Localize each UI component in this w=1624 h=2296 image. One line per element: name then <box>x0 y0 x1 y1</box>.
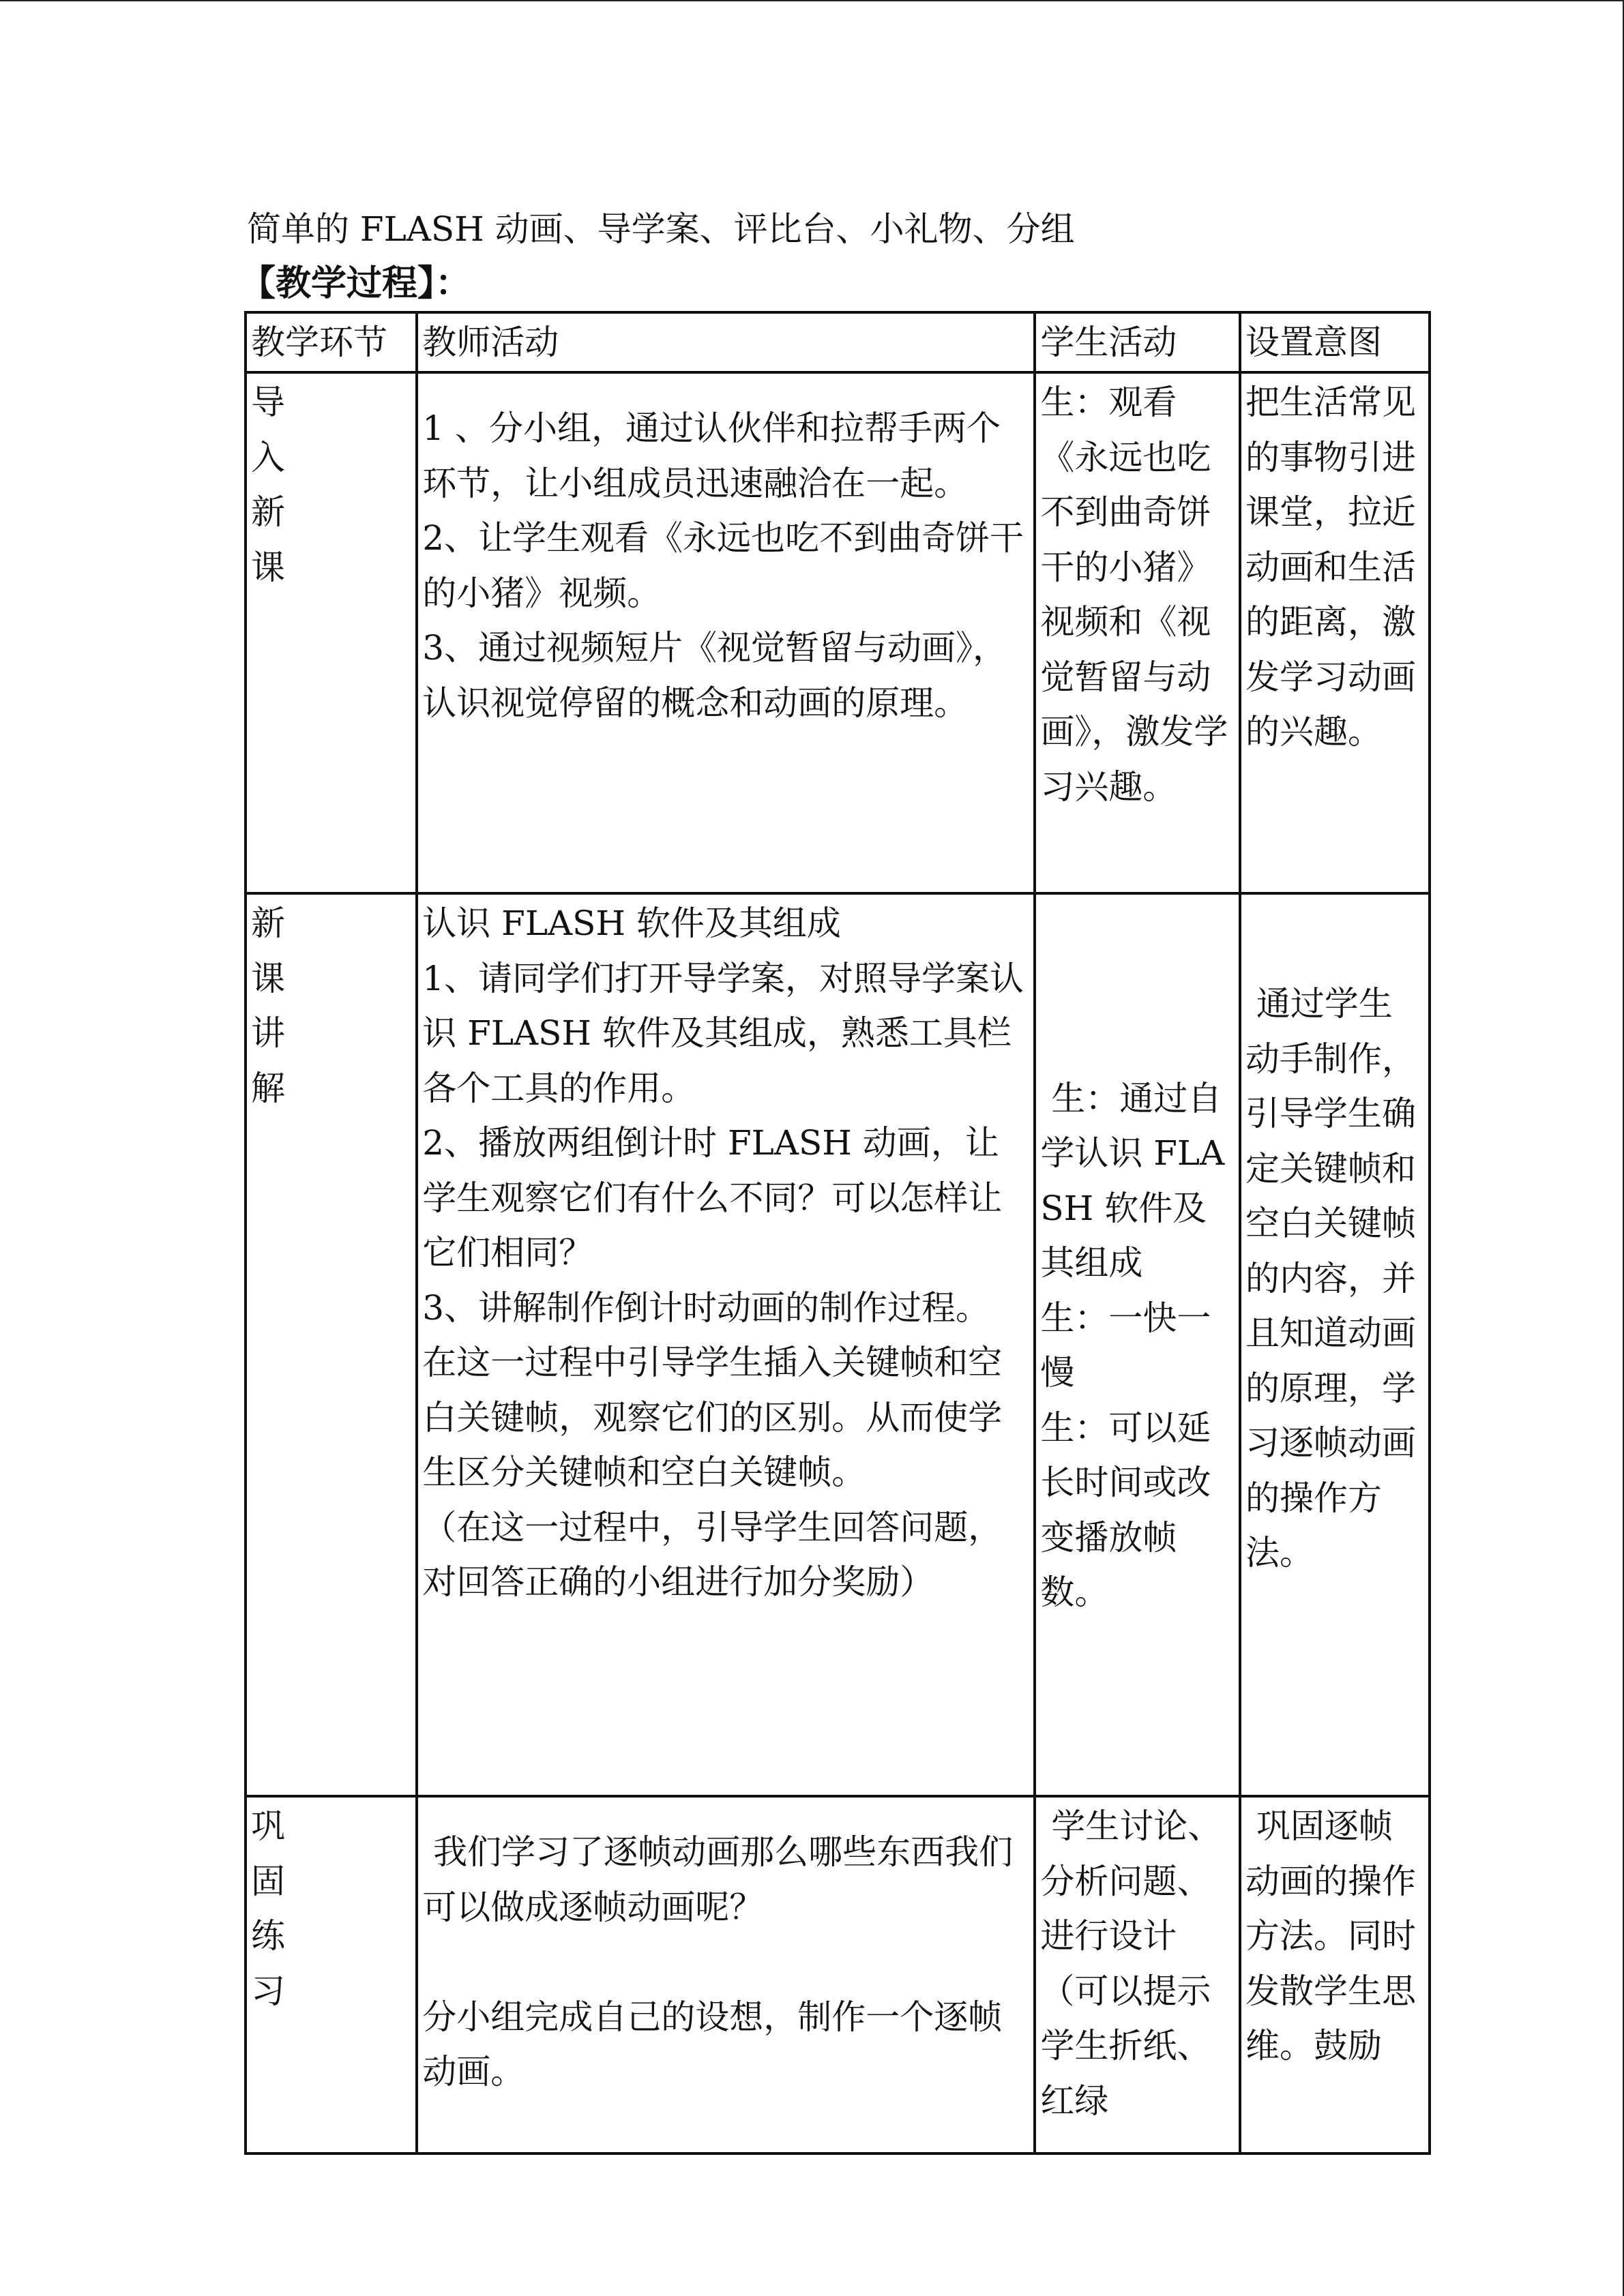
stage-label: 巩固练习 <box>251 1806 285 2011</box>
header-stage: 教学环节 <box>246 312 417 372</box>
teacher-activity-cell <box>417 893 1035 1796</box>
teacher-activity-cell <box>417 1796 1035 2153</box>
header-teacher: 教师活动 <box>417 312 1035 372</box>
header-intent: 设置意图 <box>1240 312 1430 372</box>
intent-text: 通过学生动手制作，引导学生确定关键帧和空白关键帧的内容，并且知道动画的原理，学习逐帧动画的操作方法。 <box>1245 984 1416 1572</box>
stage-cell <box>246 372 417 893</box>
student-activity-cell <box>1035 893 1240 1796</box>
teacher-activity-text: 我们学习了逐帧动画那么哪些东西我们可以做成逐帧动画呢？ 分小组完成自己的设想，制作一个逐帧动画。 <box>422 1832 1014 2091</box>
stage-label: 导入新课 <box>251 383 285 587</box>
header-student: 学生活动 <box>1035 312 1240 372</box>
stage-label: 新课讲解 <box>251 904 285 1108</box>
section-heading: 【教学过程】： <box>240 263 471 304</box>
teacher-activity-text: 认识 FLASH 软件及其组成 1、请同学们打开导学案，对照导学案认识 FLASH 软件及其组成，熟悉工具栏各个工具的作用。 2、播放两组倒计时 FLASH 动画，让学生观察它们有什么不同？可以怎样让它们相同？ 3、讲解制作倒计时动画的制作过程。 在这一过程中引导学生插入关键帧和空白关键帧，观察它们的区别。从而使学生区分关键帧和空白关键帧。 （在这一过程中，引导学生回答问题，对回答正确的小组进行加分奖励） <box>422 904 1024 1602</box>
student-activity-text: 生：观看《永远也吃不到曲奇饼干的小猪》视频和《视觉暂留与动画》，激发学习兴趣。 <box>1040 383 1228 807</box>
materials-line: 简单的 FLASH 动画、导学案、评比台、小礼物、分组 <box>247 209 1075 249</box>
student-activity-cell <box>1035 1796 1240 2153</box>
intent-cell <box>1240 1796 1430 2153</box>
student-activity-cell <box>1035 372 1240 893</box>
teacher-activity-cell <box>417 372 1035 893</box>
table-row <box>246 1796 1430 2153</box>
intent-cell <box>1240 893 1430 1796</box>
table-row <box>246 893 1430 1796</box>
student-activity-text: 生：通过自学认识 FLASH 软件及其组成 生：一快一慢 生：可以延长时间或改变播放帧数。 <box>1040 1078 1225 1612</box>
table-row <box>246 372 1430 893</box>
stage-cell <box>246 893 417 1796</box>
stage-cell <box>246 1796 417 2153</box>
intent-cell <box>1240 372 1430 893</box>
teacher-activity-text: 1 、分小组，通过认伙伴和拉帮手两个环节，让小组成员迅速融洽在一起。 2、让学生观看《永远也吃不到曲奇饼干的小猪》视频。 3、通过视频短片《视觉暂留与动画》，认识视觉停留的概念和动画的原理。 <box>422 408 1024 723</box>
student-activity-text: 学生讨论、分析问题、进行设计 （可以提示学生折纸、红绿 <box>1040 1806 1222 2121</box>
lesson-table <box>244 311 1431 2155</box>
table-header-row <box>246 312 1430 372</box>
intent-text: 巩固逐帧动画的操作方法。同时发散学生思维。鼓励 <box>1245 1806 1416 2066</box>
intent-text: 把生活常见的事物引进课堂，拉近动画和生活的距离，激发学习动画的兴趣。 <box>1245 383 1416 751</box>
